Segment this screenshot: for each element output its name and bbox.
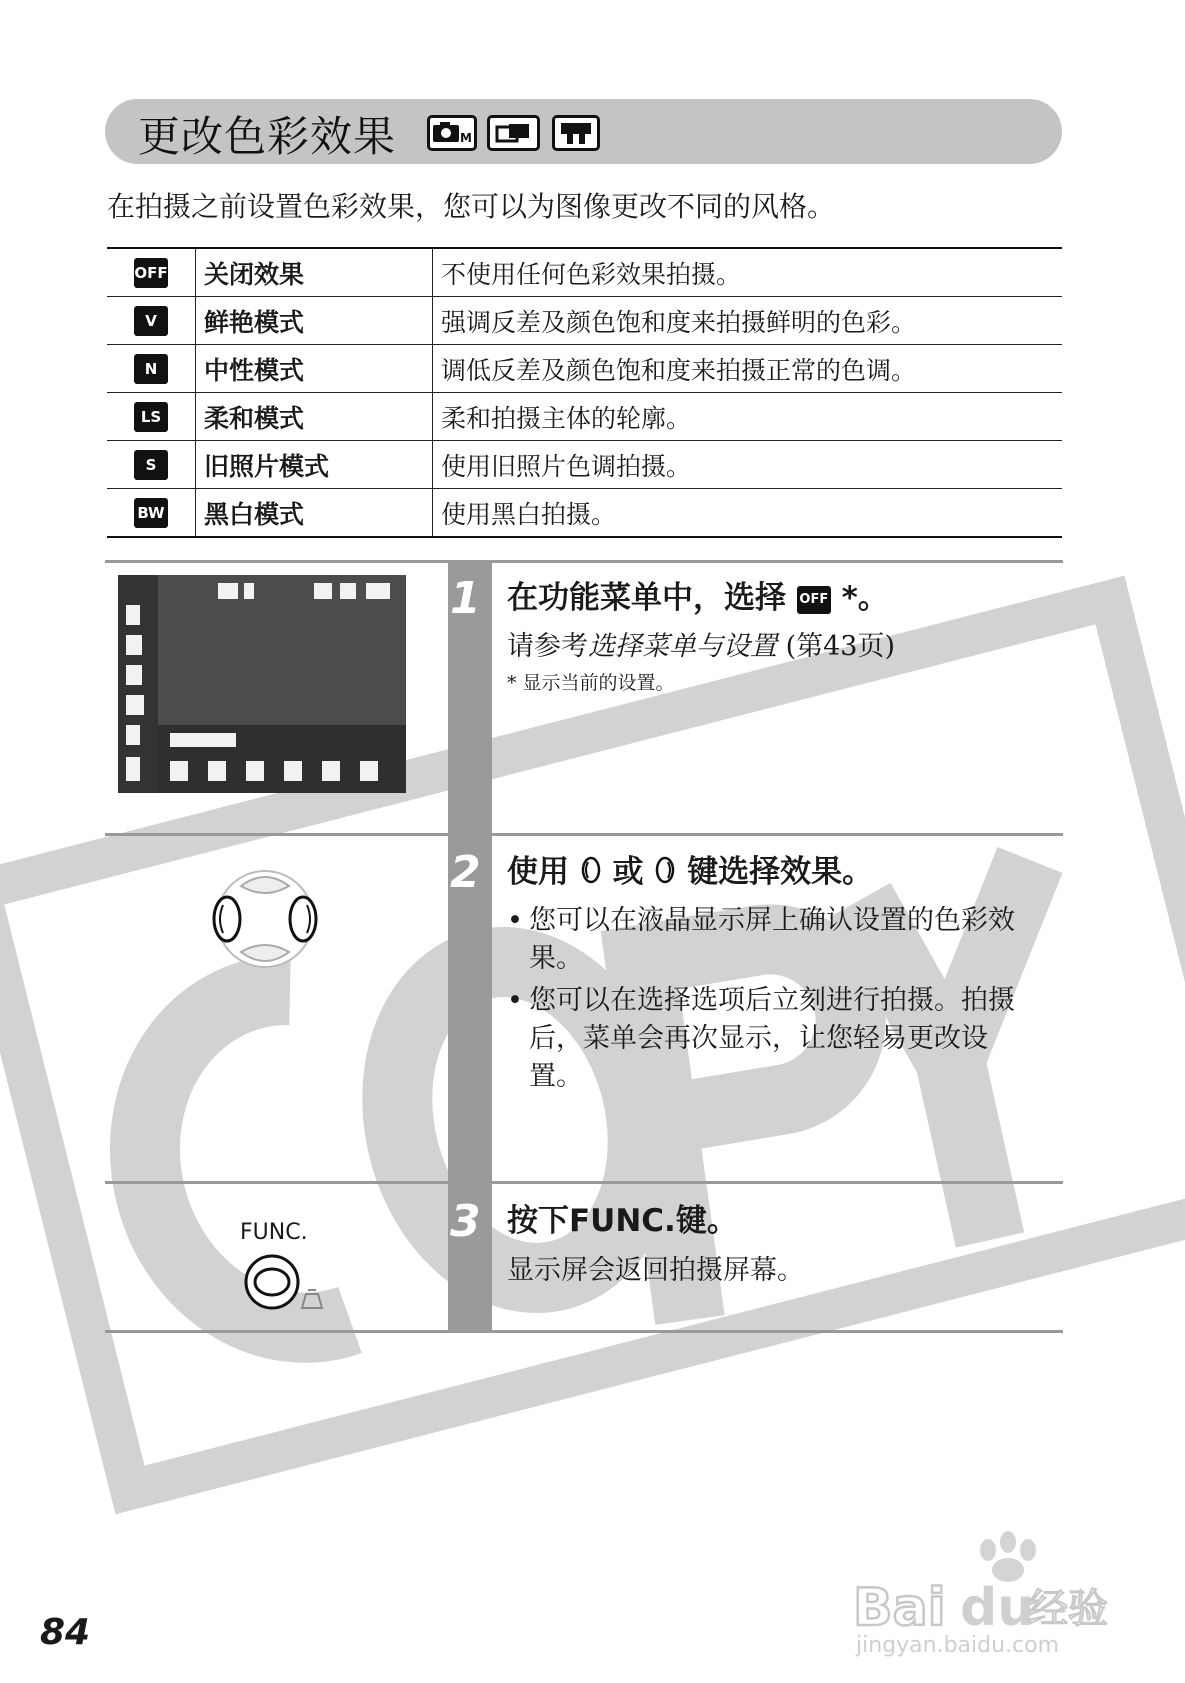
page-number: 84 [40, 1612, 91, 1653]
effect-description: 使用旧照片色调拍摄。 [433, 441, 1063, 489]
effect-name: 旧照片模式 [196, 441, 433, 489]
effect-row [107, 489, 1062, 538]
step-reference: 请参考选择菜单与设置 (第43页) [507, 631, 896, 662]
left-key-icon [580, 855, 602, 893]
step-number: 1 [450, 573, 481, 624]
camera-m-icon [427, 115, 477, 151]
effect-name: 黑白模式 [196, 489, 433, 538]
effect-description: 不使用任何色彩效果拍摄。 [433, 248, 1063, 297]
effect-neutral-icon: N [134, 354, 168, 384]
effect-row [107, 345, 1062, 393]
movie-icon [552, 115, 600, 151]
bullet-item: • 您可以在选择选项后立刻进行拍摄。拍摄后，菜单会再次显示，让您轻易更改设置。 [507, 985, 1015, 1092]
step-bullet-list [507, 902, 1047, 1096]
effect-description: 柔和拍摄主体的轮廓。 [433, 393, 1063, 441]
effect-name: 柔和模式 [196, 393, 433, 441]
step-footnote: * 显示当前的设置。 [507, 672, 675, 694]
right-key-icon [654, 855, 676, 893]
effect-row [107, 297, 1062, 345]
effect-sepia-icon: S [134, 450, 168, 480]
step-divider [105, 833, 1063, 836]
step-title: 在功能菜单中，选择 OFF *。 [507, 580, 889, 616]
color-effects-table [107, 247, 1062, 538]
directional-pad-image [205, 860, 325, 978]
effect-icon-cell [107, 393, 196, 441]
func-label: FUNC. [240, 1220, 308, 1245]
stitch-assist-icon [487, 115, 540, 151]
step-number: 3 [450, 1196, 481, 1247]
effect-name: 关闭效果 [196, 248, 433, 297]
effect-off-icon: OFF [797, 586, 831, 614]
effect-icon-cell [107, 248, 196, 297]
svg-text:Bai: Bai [853, 1578, 946, 1638]
effect-name: 鲜艳模式 [196, 297, 433, 345]
baidu-watermark-logo [848, 1520, 1138, 1660]
page-title: 更改色彩效果 [138, 112, 397, 161]
effect-name: 中性模式 [196, 345, 433, 393]
intro-text: 在拍摄之前设置色彩效果，您可以为图像更改不同的风格。 [107, 190, 836, 223]
step-divider [105, 1181, 1063, 1184]
effect-vivid-icon: V [134, 306, 168, 336]
step-title: 按下FUNC.键。 [507, 1203, 738, 1239]
effect-bw-icon: BW [134, 498, 168, 528]
effect-icon-cell [107, 297, 196, 345]
step-title: 使用 或 键选择效果。 [507, 846, 873, 893]
effect-off-icon: OFF [134, 258, 168, 288]
step-divider [105, 560, 1063, 563]
bullet-item: • 您可以在液晶显示屏上确认设置的色彩效果。 [507, 905, 1015, 974]
func-button-image [242, 1252, 332, 1314]
svg-text:jingyan.baidu.com: jingyan.baidu.com [856, 1633, 1060, 1658]
effect-low-sharpening-icon: LS [134, 402, 168, 432]
step-number: 2 [450, 847, 481, 898]
step-divider [105, 1330, 1063, 1333]
effect-description: 强调反差及颜色饱和度来拍摄鲜明的色彩。 [433, 297, 1063, 345]
svg-text:经验: 经验 [1028, 1586, 1108, 1632]
step-body: 显示屏会返回拍摄屏幕。 [507, 1255, 804, 1286]
lcd-screen-image [118, 575, 406, 793]
effect-row [107, 393, 1062, 441]
svg-text:M: M [460, 131, 472, 145]
effect-row [107, 441, 1062, 489]
effect-description: 使用黑白拍摄。 [433, 489, 1063, 538]
effect-icon-cell [107, 489, 196, 538]
effect-row [107, 248, 1062, 297]
effect-icon-cell [107, 345, 196, 393]
effect-description: 调低反差及颜色饱和度来拍摄正常的色调。 [433, 345, 1063, 393]
effect-icon-cell [107, 441, 196, 489]
svg-text:du: du [960, 1578, 1035, 1638]
